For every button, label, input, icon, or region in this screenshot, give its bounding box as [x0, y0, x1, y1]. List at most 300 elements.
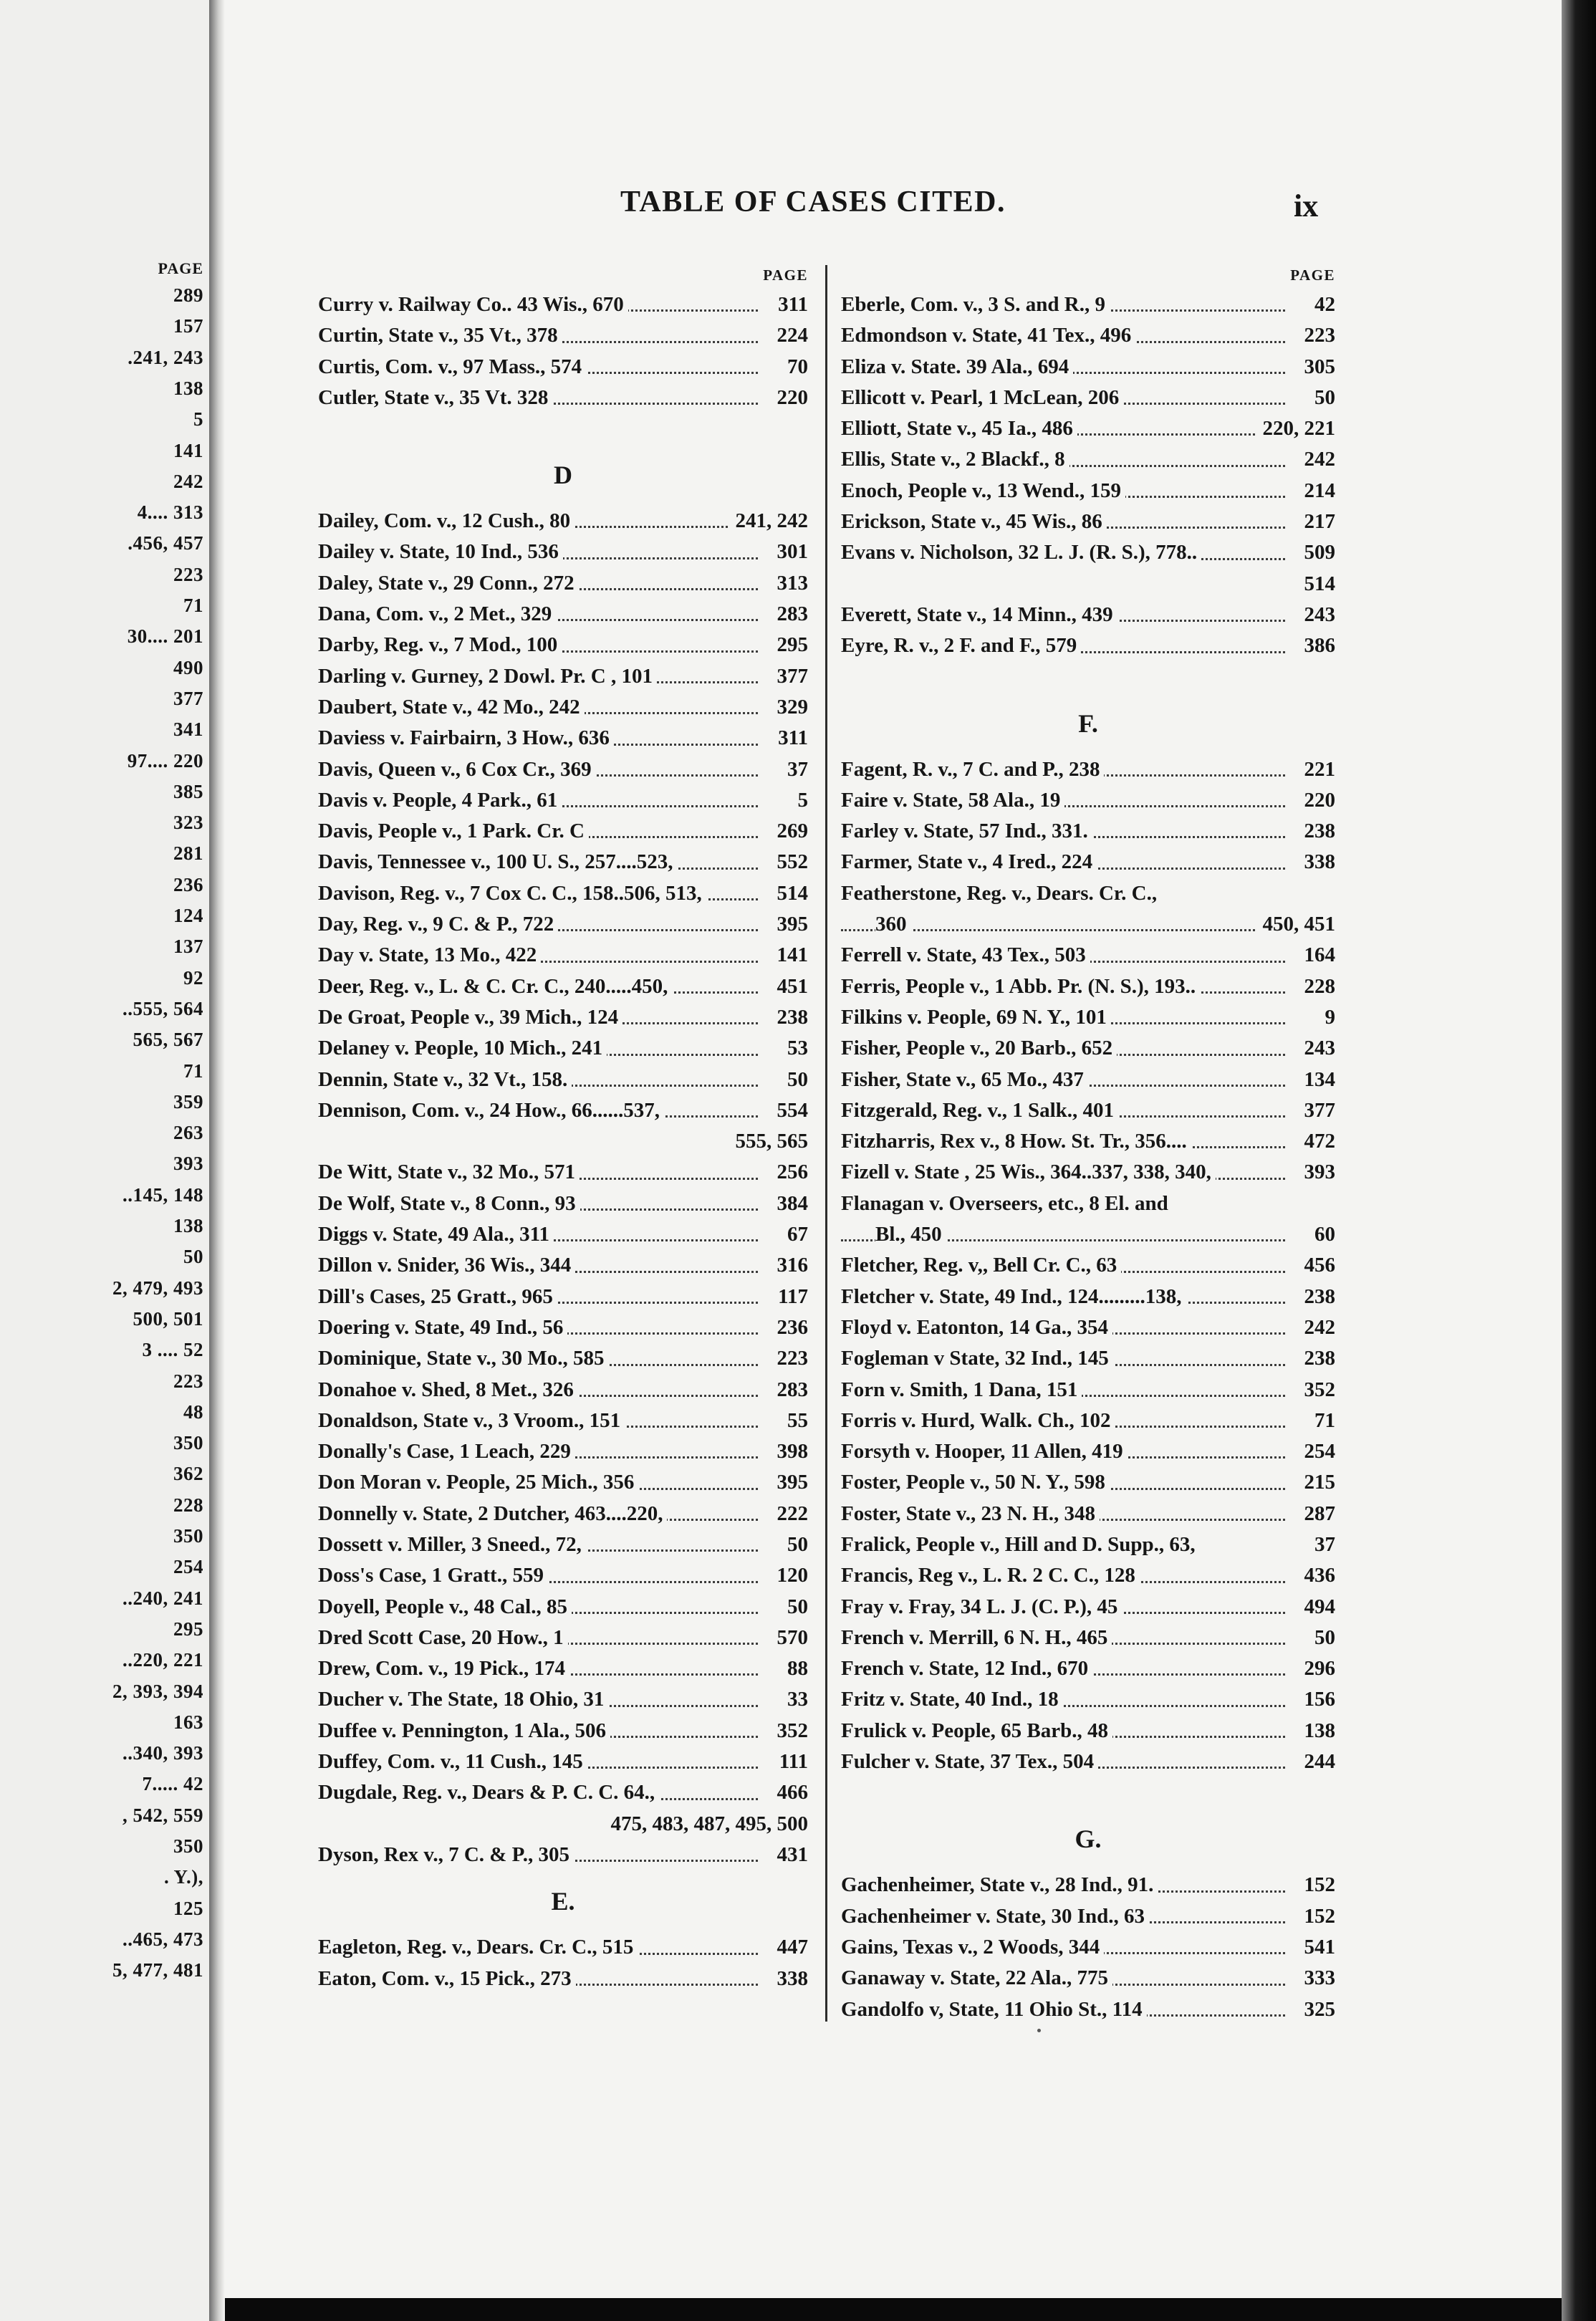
- page-reference: 329: [771, 692, 809, 723]
- case-name: Dill's Cases, 25 Gratt., 965: [318, 1285, 557, 1308]
- case-entry: [318, 289, 808, 320]
- case-name: Darby, Reg. v., 7 Mod., 100: [318, 633, 562, 656]
- previous-page-fragment: [0, 0, 209, 2321]
- case-name: Faire v. State, 58 Ala., 19: [841, 789, 1064, 812]
- prev-page-line: 223: [173, 1370, 203, 1392]
- case-name: Forn v. Smith, 1 Dana, 151: [841, 1378, 1082, 1401]
- page-reference: 305: [1299, 352, 1336, 383]
- case-name: Fisher, People v., 20 Barb., 652: [841, 1037, 1117, 1059]
- case-entry: [318, 320, 808, 351]
- case-name: Diggs v. State, 49 Ala., 311: [318, 1223, 554, 1246]
- case-name: Fitzgerald, Reg. v., 1 Salk., 401: [841, 1099, 1118, 1122]
- prev-page-line: 323: [173, 812, 203, 834]
- prev-page-line: . Y.),: [163, 1866, 203, 1888]
- page-reference: 456: [1299, 1250, 1336, 1281]
- case-entry: [318, 1405, 808, 1436]
- case-entry: [841, 476, 1335, 506]
- case-name: Fray v. Fray, 34 L. J. (C. P.), 45: [841, 1595, 1122, 1618]
- case-name: Doering v. State, 49 Ind., 56: [318, 1316, 567, 1339]
- page-reference: 269: [771, 816, 809, 847]
- case-entry: [841, 1375, 1335, 1405]
- case-entry: [318, 1436, 808, 1467]
- page-reference: 222: [771, 1499, 809, 1529]
- page-reference: 33: [782, 1684, 808, 1715]
- prev-page-line: 263: [173, 1122, 203, 1144]
- prev-page-line: 385: [173, 780, 203, 802]
- prev-page-line: 141: [173, 439, 203, 461]
- case-entry: [318, 1499, 808, 1529]
- case-name: Foster, State v., 23 N. H., 348: [841, 1502, 1100, 1525]
- case-name: Fletcher, Reg. v,, Bell Cr. C., 63: [841, 1254, 1121, 1277]
- case-entry: [318, 1560, 808, 1591]
- prev-page-line: 124: [173, 905, 203, 926]
- section-letter: D: [554, 461, 572, 490]
- case-entry: [841, 1994, 1335, 2025]
- page-reference: 541: [1299, 1932, 1336, 1963]
- case-entry: [318, 1746, 808, 1777]
- prev-page-line: 236: [173, 873, 203, 895]
- case-name: Day, Reg. v., 9 C. & P., 722: [318, 913, 558, 936]
- page-reference: 393: [1299, 1157, 1336, 1188]
- page-reference: 395: [771, 909, 809, 940]
- case-entry: [841, 1653, 1335, 1684]
- case-name: Darling v. Gurney, 2 Dowl. Pr. C , 101: [318, 665, 657, 688]
- case-name: Dennison, Com. v., 24 How., 66......537,: [318, 1099, 664, 1122]
- case-entry: [318, 352, 808, 383]
- case-entry: [318, 630, 808, 660]
- case-entry: [318, 1065, 808, 1095]
- case-entry: [318, 1219, 808, 1250]
- prev-page-line: 7..... 42: [142, 1773, 203, 1795]
- case-entry: [841, 1157, 1335, 1188]
- page-reference: 42: [1309, 289, 1335, 320]
- case-name: Davis v. People, 4 Park., 61: [318, 789, 562, 812]
- case-name: Fletcher v. State, 49 Ind., 124.........138,: [841, 1285, 1186, 1308]
- case-entry: [318, 1188, 808, 1219]
- case-name: Ellicott v. Pearl, 1 McLean, 206: [841, 386, 1123, 409]
- case-entry: [318, 940, 808, 971]
- page-reference: 156: [1299, 1684, 1336, 1715]
- case-entry: [318, 1964, 808, 1994]
- case-name: Daubert, State v., 42 Mo., 242: [318, 696, 585, 719]
- case-entry: [318, 1592, 808, 1623]
- case-name: Donally's Case, 1 Leach, 229: [318, 1440, 575, 1463]
- prev-page-line: 341: [173, 719, 203, 741]
- case-name: Fralick, People v., Hill and D. Supp., 63,: [841, 1533, 1200, 1556]
- page-reference: 220, 221: [1257, 413, 1336, 444]
- case-entry: [841, 1592, 1335, 1623]
- case-entry: [318, 1095, 808, 1126]
- case-entry: [841, 1901, 1335, 1932]
- page-reference: 236: [771, 1312, 809, 1343]
- case-name: Donnelly v. State, 2 Dutcher, 463....220,: [318, 1502, 667, 1525]
- case-name: Eyre, R. v., 2 F. and F., 579: [841, 634, 1081, 657]
- case-entry: [318, 785, 808, 816]
- prev-page-line: 242: [173, 470, 203, 492]
- page-reference: 352: [1299, 1375, 1336, 1405]
- prev-page-line: 223: [173, 563, 203, 585]
- case-name: Everett, State v., 14 Minn., 439: [841, 603, 1117, 626]
- case-name: Drew, Com. v., 19 Pick., 174: [318, 1657, 569, 1680]
- page-reference: 50: [782, 1592, 808, 1623]
- page-reference: 450, 451: [1257, 909, 1336, 940]
- page-reference: 398: [771, 1436, 809, 1467]
- case-entry: [841, 1684, 1335, 1715]
- page-reference: 377: [1299, 1095, 1336, 1126]
- case-name: Curry v. Railway Co.. 43 Wis., 670: [318, 293, 628, 316]
- right-column: [841, 261, 1335, 2025]
- page-reference: 554: [771, 1095, 809, 1126]
- page-column-label: PAGE: [1290, 266, 1335, 284]
- page-reference: 60: [1309, 1219, 1335, 1250]
- page-reference: 37: [782, 754, 808, 785]
- case-name: 360: [875, 913, 911, 936]
- case-name: Flanagan v. Overseers, etc., 8 El. and: [841, 1192, 1173, 1215]
- prev-page-line: 4.... 313: [137, 501, 203, 524]
- page-reference: 117: [772, 1282, 808, 1312]
- page-reference: 386: [1299, 630, 1336, 661]
- page-reference: 220: [1299, 785, 1336, 816]
- prev-page-line: 295: [173, 1618, 203, 1640]
- prev-page-header: PAGE: [158, 259, 203, 277]
- page-reference: 287: [1299, 1499, 1336, 1529]
- case-name: Eberle, Com. v., 3 S. and R., 9: [841, 293, 1110, 316]
- page-reference: 436: [1299, 1560, 1336, 1591]
- page-reference: 377: [771, 661, 809, 692]
- page-reference: 283: [771, 599, 809, 630]
- case-entry: [841, 1188, 1335, 1219]
- page-reference: 238: [1299, 1282, 1336, 1312]
- case-entry: [318, 1716, 808, 1746]
- page-reference: 138: [1299, 1716, 1336, 1746]
- case-entry: [318, 661, 808, 692]
- page-reference: 325: [1299, 1994, 1336, 2025]
- page-reference: 88: [782, 1653, 808, 1684]
- case-entry: [841, 1095, 1335, 1126]
- case-entry: [318, 1312, 808, 1343]
- case-name: Forris v. Hurd, Walk. Ch., 102: [841, 1409, 1115, 1432]
- case-name: Gandolfo v, State, 11 Ohio St., 114: [841, 1998, 1147, 2021]
- case-entry: [841, 1529, 1335, 1560]
- page-reference: 152: [1299, 1901, 1336, 1932]
- case-entry: [318, 878, 808, 909]
- case-entry: [318, 1157, 808, 1188]
- prev-page-line: 2, 393, 394: [112, 1680, 203, 1702]
- section-letter: F.: [1078, 708, 1098, 738]
- page-reference: 67: [782, 1219, 808, 1250]
- case-name: Elliott, State v., 45 Ia., 486: [841, 417, 1077, 440]
- case-entry: [318, 506, 808, 537]
- prev-page-line: 350: [173, 1432, 203, 1454]
- prev-page-line: 138: [173, 1215, 203, 1236]
- prev-page-line: 362: [173, 1463, 203, 1485]
- page-reference: 311: [772, 723, 808, 754]
- case-name: Deer, Reg. v., L. & C. Cr. C., 240.....450,: [318, 975, 672, 998]
- prev-page-line: .241, 243: [128, 346, 203, 368]
- case-entry: [318, 847, 808, 878]
- prev-page-line: 350: [173, 1835, 203, 1857]
- page-reference: 221: [1299, 754, 1336, 785]
- case-name: Davis, People v., 1 Park. Cr. C: [318, 820, 589, 842]
- page-reference: 570: [771, 1623, 809, 1653]
- page-reference: 70: [782, 352, 808, 383]
- page-reference: 552: [771, 847, 809, 878]
- page-reference: 215: [1299, 1467, 1336, 1498]
- page-reference: 316: [771, 1250, 809, 1281]
- case-entry: [318, 1250, 808, 1281]
- case-entry: [841, 1870, 1335, 1900]
- page-reference: 242: [1299, 1312, 1336, 1343]
- case-name: De Wolf, State v., 8 Conn., 93: [318, 1192, 580, 1215]
- page-reference: 238: [1299, 1343, 1336, 1374]
- spacer: [318, 413, 808, 444]
- case-name: Foster, People v., 50 N. Y., 598: [841, 1471, 1110, 1494]
- prev-page-line: 377: [173, 687, 203, 709]
- case-entry: [841, 878, 1335, 909]
- case-entry: [841, 1932, 1335, 1963]
- page-number: ix: [1294, 188, 1319, 224]
- prev-page-line: 5, 477, 481: [112, 1959, 203, 1981]
- page-reference: 352: [771, 1716, 809, 1746]
- case-entry: [318, 692, 808, 723]
- running-title: TABLE OF CASES CITED.: [620, 186, 1006, 218]
- case-name: Ganaway v. State, 22 Ala., 775: [841, 1966, 1112, 1989]
- page-reference: 338: [1299, 847, 1336, 878]
- case-name: Doss's Case, 1 Gratt., 559: [318, 1564, 548, 1587]
- page-reference: 50: [782, 1529, 808, 1560]
- case-name: Davis, Queen v., 6 Cox Cr., 369: [318, 758, 596, 781]
- case-entry: [318, 1932, 808, 1963]
- case-name: Dred Scott Case, 20 How., 1: [318, 1626, 568, 1649]
- case-name: Gains, Texas v., 2 Woods, 344: [841, 1936, 1104, 1959]
- case-name: Davison, Reg. v., 7 Cox C. C., 158..506, 513,: [318, 882, 706, 905]
- prev-page-line: ..340, 393: [122, 1742, 203, 1764]
- case-name: Dana, Com. v., 2 Met., 329: [318, 602, 556, 625]
- page-continuation: 555, 565: [735, 1130, 808, 1153]
- prev-page-line: 138: [173, 377, 203, 399]
- case-name: Edmondson v. State, 41 Tex., 496: [841, 324, 1135, 347]
- page-reference: 37: [1309, 1529, 1335, 1560]
- page-reference: 311: [772, 289, 808, 320]
- case-name: Duffee v. Pennington, 1 Ala., 506: [318, 1719, 610, 1742]
- page-reference: 254: [1299, 1436, 1336, 1467]
- case-name: Erickson, State v., 45 Wis., 86: [841, 510, 1107, 533]
- prev-page-line: 5: [193, 408, 203, 431]
- case-entry: [841, 909, 1335, 940]
- case-entry: [318, 1777, 808, 1808]
- case-name: Doyell, People v., 48 Cal., 85: [318, 1595, 572, 1618]
- page-reference: 243: [1299, 600, 1336, 630]
- page-reference: 243: [1299, 1033, 1336, 1064]
- page-reference: 224: [771, 320, 809, 351]
- case-entry: [318, 1529, 808, 1560]
- case-name: Floyd v. Eatonton, 14 Ga., 354: [841, 1316, 1112, 1339]
- case-name: Fagent, R. v., 7 C. and P., 238: [841, 758, 1104, 781]
- case-name: Evans v. Nicholson, 32 L. J. (R. S.), 778..: [841, 541, 1201, 564]
- prev-page-line: ..465, 473: [122, 1928, 203, 1950]
- case-name: Forsyth v. Hooper, 11 Allen, 419: [841, 1440, 1128, 1463]
- case-entry: [841, 940, 1335, 971]
- page-reference: 338: [771, 1964, 809, 1994]
- page-reference: 238: [1299, 816, 1336, 847]
- case-name: De Witt, State v., 32 Mo., 571: [318, 1160, 580, 1183]
- page-reference: 431: [771, 1840, 809, 1870]
- page-reference: 141: [771, 940, 809, 971]
- gutter-shadow: [209, 0, 225, 2321]
- case-entry: [841, 1436, 1335, 1467]
- page-continuation: 475, 483, 487, 495, 500: [610, 1812, 808, 1835]
- page-reference: 71: [1309, 1405, 1335, 1436]
- prev-page-line: 125: [173, 1897, 203, 1919]
- case-name: Featherstone, Reg. v., Dears. Cr. C.,: [841, 882, 1161, 905]
- case-name: French v. Merrill, 6 N. H., 465: [841, 1626, 1112, 1649]
- case-name: Dugdale, Reg. v., Dears & P. C. C. 64.,: [318, 1781, 659, 1804]
- case-entry: [841, 1126, 1335, 1157]
- section-letter: E.: [551, 1887, 575, 1916]
- page-reference: 313: [771, 568, 809, 599]
- page-reference: 55: [782, 1405, 808, 1436]
- case-name: Don Moran v. People, 25 Mich., 356: [318, 1471, 638, 1494]
- case-name: Dailey v. State, 10 Ind., 536: [318, 540, 563, 563]
- case-name: Dennin, State v., 32 Vt., 158.: [318, 1068, 572, 1091]
- prev-page-line: 490: [173, 656, 203, 678]
- prev-page-line: 228: [173, 1494, 203, 1516]
- page-column-label: PAGE: [763, 266, 808, 284]
- case-name: Davis, Tennessee v., 100 U. S., 257....523,: [318, 850, 677, 873]
- case-name: Daviess v. Fairbairn, 3 How., 636: [318, 726, 614, 749]
- page-reference: 451: [771, 971, 809, 1002]
- prev-page-line: 71: [183, 595, 203, 616]
- case-entry: [318, 1840, 808, 1870]
- case-name: Dominique, State v., 30 Mo., 585: [318, 1347, 609, 1370]
- prev-page-line: ..555, 564: [122, 997, 203, 1019]
- page-reference: 295: [771, 630, 809, 660]
- case-entry: [318, 537, 808, 567]
- prev-page-line: 359: [173, 1090, 203, 1113]
- page-reference: 256: [771, 1157, 809, 1188]
- page-reference: 296: [1299, 1653, 1336, 1684]
- case-name: Filkins v. People, 69 N. Y., 101: [841, 1006, 1111, 1029]
- case-name: Eagleton, Reg. v., Dears. Cr. C., 515: [318, 1936, 638, 1959]
- case-entry: [841, 1002, 1335, 1033]
- prev-page-line: 48: [183, 1400, 203, 1423]
- page-reference: 5: [792, 785, 809, 816]
- page-reference: 223: [771, 1343, 809, 1374]
- case-entry: [841, 630, 1335, 661]
- case-entry: [841, 1963, 1335, 1994]
- case-name: Francis, Reg v., L. R. 2 C. C., 128: [841, 1564, 1140, 1587]
- page-reference: 447: [771, 1932, 809, 1963]
- case-entry: [318, 1282, 808, 1312]
- case-name: Dailey, Com. v., 12 Cush., 80: [318, 509, 575, 532]
- page-reference: 384: [771, 1188, 809, 1219]
- page-reference: 50: [1309, 1623, 1335, 1653]
- case-entry: [841, 1716, 1335, 1746]
- page-reference: 120: [771, 1560, 809, 1591]
- prev-page-line: 3 .... 52: [142, 1339, 203, 1361]
- prev-page-line: 97.... 220: [127, 749, 203, 772]
- prev-page-line: 163: [173, 1711, 203, 1733]
- case-entry: [841, 1250, 1335, 1281]
- case-entry: [841, 444, 1335, 475]
- case-entry: [318, 1002, 808, 1033]
- case-name: Ellis, State v., 2 Blackf., 8: [841, 448, 1069, 471]
- case-name: Ferris, People v., 1 Abb. Pr. (N. S.), 193..: [841, 975, 1200, 998]
- spacer: [841, 662, 1335, 693]
- case-name: Fizell v. State , 25 Wis., 364..337, 338, 340,: [841, 1160, 1216, 1183]
- prev-page-line: ..220, 221: [122, 1649, 203, 1671]
- page-reference: 164: [1299, 940, 1336, 971]
- page-reference: 242: [1299, 444, 1336, 475]
- case-name: Dossett v. Miller, 3 Sneed., 72,: [318, 1533, 586, 1556]
- spacer: [841, 1777, 1335, 1808]
- case-entry: [841, 1312, 1335, 1343]
- case-entry: [841, 754, 1335, 785]
- case-name: Ferrell v. State, 43 Tex., 503: [841, 943, 1090, 966]
- case-name: Daley, State v., 29 Conn., 272: [318, 572, 579, 595]
- page-reference: 50: [782, 1065, 808, 1095]
- case-entry: [318, 383, 808, 413]
- page-continuation: 514: [1304, 572, 1335, 595]
- case-entry: [841, 1467, 1335, 1498]
- case-entry: [841, 1033, 1335, 1064]
- case-name: Fulcher v. State, 37 Tex., 504: [841, 1750, 1098, 1773]
- case-entry: [841, 1405, 1335, 1436]
- section-letter: G.: [1075, 1825, 1102, 1854]
- case-name: Farmer, State v., 4 Ired., 224: [841, 850, 1097, 873]
- prev-page-line: 500, 501: [133, 1307, 203, 1330]
- prev-page-line: 393: [173, 1153, 203, 1175]
- case-name: Curtis, Com. v., 97 Mass., 574: [318, 355, 586, 378]
- case-entry: [841, 600, 1335, 630]
- case-name: Delaney v. People, 10 Mich., 241: [318, 1037, 607, 1059]
- page-edge: [1562, 0, 1596, 2321]
- prev-page-line: , 542, 559: [122, 1804, 203, 1826]
- case-entry: [318, 1684, 808, 1715]
- page-reference: 514: [771, 878, 809, 909]
- prev-page-line: 289: [173, 284, 203, 306]
- case-entry: [841, 1499, 1335, 1529]
- prev-page-line: 565, 567: [133, 1029, 203, 1051]
- page-reference: 283: [771, 1375, 809, 1405]
- case-entry: [841, 1219, 1335, 1250]
- case-entry: [841, 537, 1335, 568]
- prev-page-line: ..145, 148: [122, 1183, 203, 1206]
- case-entry: [841, 971, 1335, 1002]
- page-reference: 494: [1299, 1592, 1336, 1623]
- page-reference: 214: [1299, 476, 1336, 506]
- column-rule: [825, 265, 827, 2022]
- case-name: Frulick v. People, 65 Barb., 48: [841, 1719, 1112, 1742]
- case-name: Fisher, State v., 65 Mo., 437: [841, 1068, 1088, 1091]
- case-entry: [841, 413, 1335, 444]
- page-reference: 228: [1299, 971, 1336, 1002]
- page-reference: 238: [771, 1002, 809, 1033]
- case-name: Gachenheimer v. State, 30 Ind., 63: [841, 1905, 1149, 1928]
- page-reference: 152: [1299, 1870, 1336, 1900]
- case-name: Fitzharris, Rex v., 8 How. St. Tr., 356....: [841, 1130, 1191, 1153]
- case-name: Fritz v. State, 40 Ind., 18: [841, 1688, 1063, 1711]
- prev-page-line: .456, 457: [128, 532, 203, 554]
- case-entry: [318, 599, 808, 630]
- case-name: Gachenheimer, State v., 28 Ind., 91.: [841, 1873, 1158, 1896]
- prev-page-line: 157: [173, 315, 203, 337]
- page-reference: 53: [782, 1033, 808, 1064]
- case-entry: [318, 754, 808, 785]
- case-entry: [841, 1560, 1335, 1591]
- case-entry: [318, 1623, 808, 1653]
- case-name: Cutler, State v., 35 Vt. 328: [318, 386, 552, 409]
